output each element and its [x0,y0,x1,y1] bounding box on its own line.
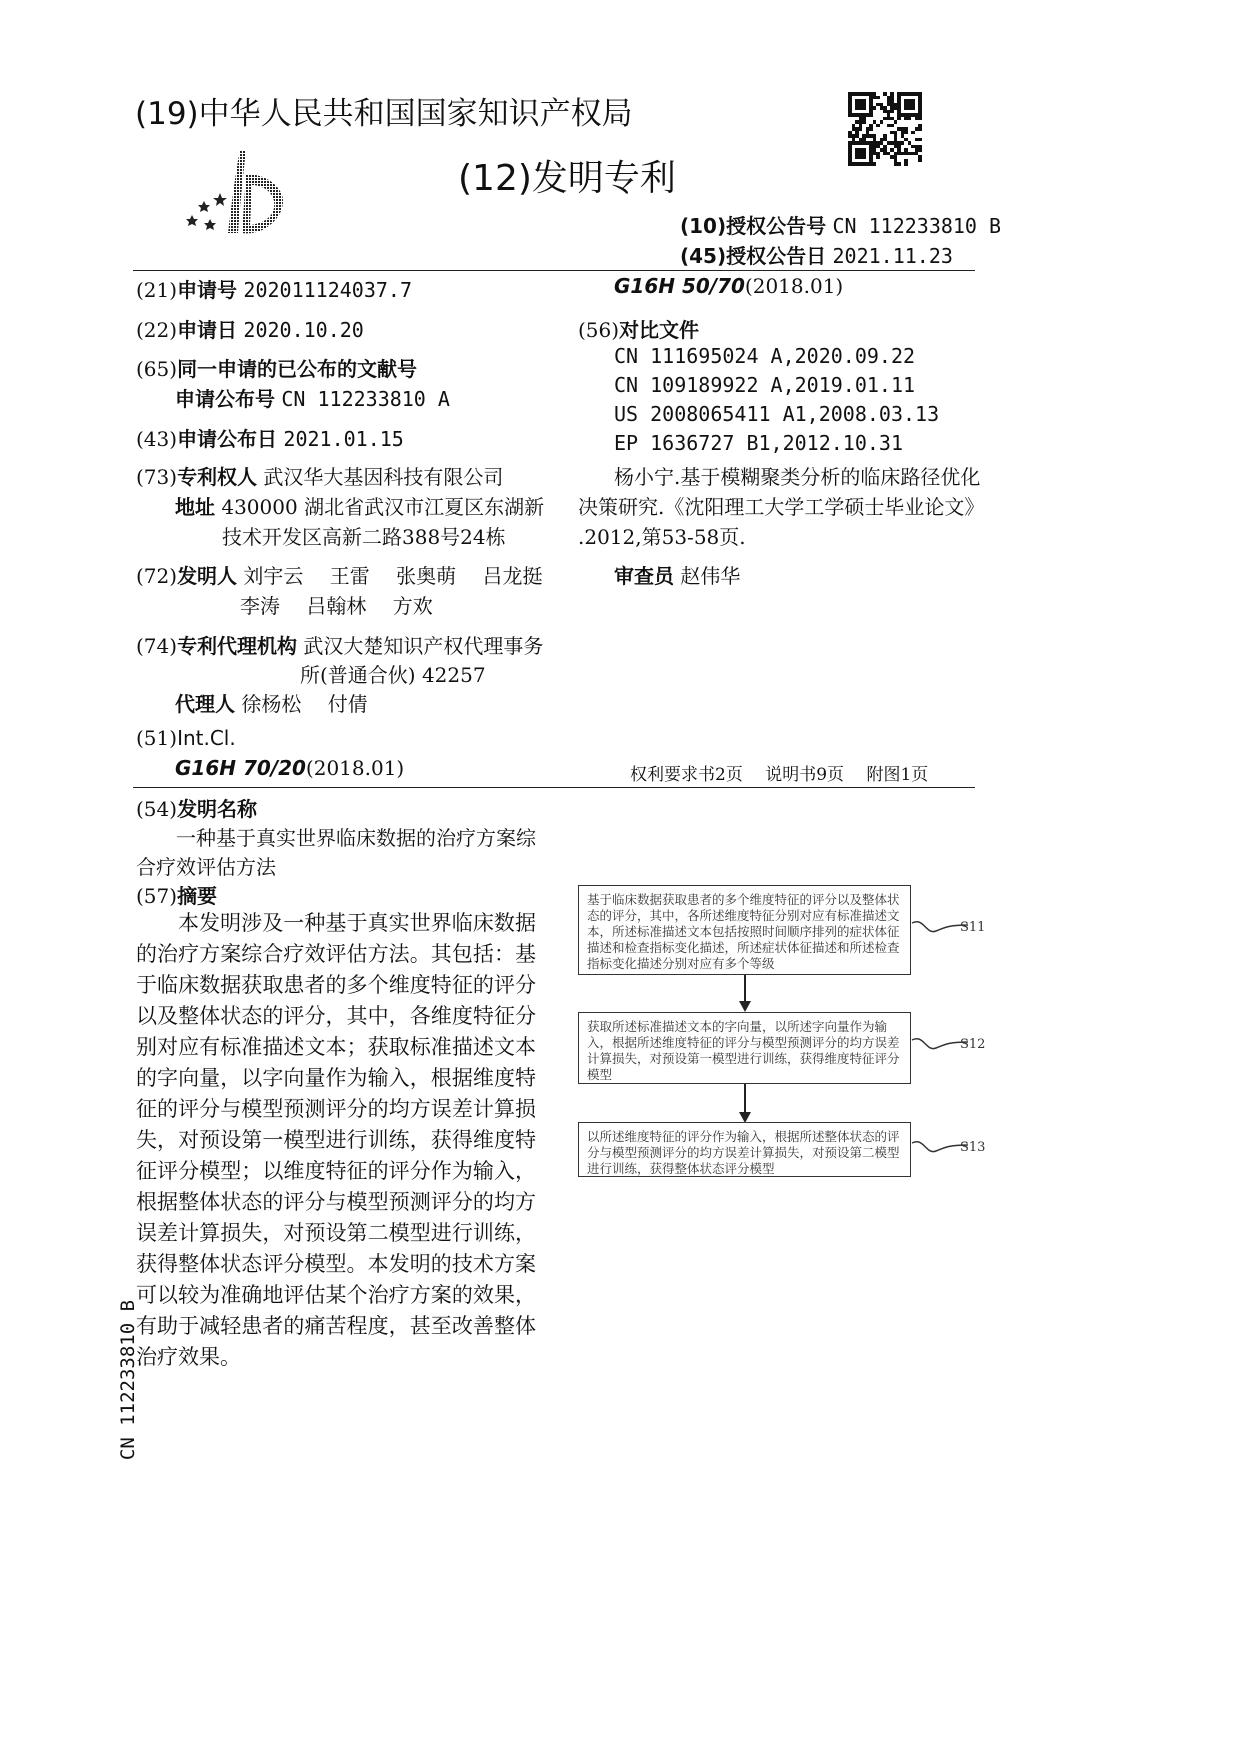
filing-date-value: 2020.10.20 [243,318,364,342]
ipc2-version: (2018.01) [744,274,844,298]
field-code: (22) [136,318,178,342]
flow-step-box: 以所述维度特征的评分作为输入，根据所述整体状态的评分与模型预测评分的均方误差计算损失，对预设第二模型进行训练，获得整体状态评分模型 [578,1122,911,1177]
app-pub-date-row [136,423,404,452]
office-name: (19)中华人民共和国国家知识产权局 [135,96,633,132]
patentee-row [136,461,503,490]
field-code: (65) [136,357,178,381]
app-pub-no-row [175,383,450,412]
field-code: (74) [136,634,178,658]
side-publication-number: CN 112233810 B [117,1299,139,1461]
inventors-row [136,560,543,589]
related-label: 同一申请的已公布的文献号 [177,357,418,381]
invention-title: 一种基于真实世界临床数据的治疗方案综合疗效评估方法 [136,826,536,879]
agency-line1: 武汉大楚知识产权代理事务 [303,634,544,658]
field-code: (21) [136,278,178,302]
agent-row [175,688,368,717]
grant-pub-no-label: (10)授权公告号 [680,214,827,238]
grant-pub-no: CN 112233810 B [832,214,1002,238]
agency-label: 专利代理机构 [177,634,298,658]
agent-value: 徐杨松 付倩 [241,692,368,716]
address-label: 地址 [175,495,215,519]
npl-line3: .2012,第53-58页. [578,525,746,549]
app-no-value: 202011124037.7 [243,278,412,302]
header-divider [133,270,975,271]
field-code: (54) [136,797,178,821]
reference-item: EP 1636727 B1,2012.10.31 [614,431,903,455]
related-row [136,353,417,382]
address-line2: 技术开发区高新二路388号24栋 [222,525,506,549]
title-label: 发明名称 [177,797,258,821]
app-pub-date-label: 申请公布日 [177,427,278,451]
field-code: (57) [136,884,178,908]
ipc2-row [614,274,843,298]
qr-code [848,92,922,166]
step-label: S12 [960,1037,986,1052]
flow-step-box: 基于临床数据获取患者的多个维度特征的评分以及整体状态的评分，其中，各所述维度特征分别对应有标准描述文本，所述标准描述文本包括按照时间顺序排列的症状体征描述和检查指标变化描述，所述症状体征描述和所述检查指标变化描述分别对应有多个等级 [578,885,911,975]
step-label: S11 [960,920,986,935]
examiner-value: 赵伟华 [680,564,741,588]
app-pub-date-value: 2021.01.15 [283,427,404,451]
abstract-header [136,880,217,909]
grant-pub-no-row [680,210,1001,239]
grant-date-row [680,240,953,269]
app-no-label: 申请号 [177,278,238,302]
ipc-label: Int.Cl. [177,726,236,750]
inventors-line1: 刘宇云 王雷 张奥萌 吕龙挺 [243,564,543,588]
reference-item: CN 111695024 A,2020.09.22 [614,344,916,368]
app-pub-no-value: CN 112233810 A [281,387,450,411]
page-counts: 权利要求书2页 说明书9页 附图1页 [630,765,929,785]
biblio-divider [133,787,975,788]
npl-line1: 杨小宁.基于模糊聚类分析的临床路径优化 [614,465,981,489]
ipc-class: G16H 70/20 [175,756,306,780]
document-kind: (12)发明专利 [458,158,676,199]
field-code: (72) [136,564,178,588]
ipc2-class: G16H 50/70 [614,274,745,298]
ipc-version: (2018.01) [305,756,405,780]
patentee-value: 武汉华大基因科技有限公司 [263,465,504,489]
npl-line2: 决策研究.《沈阳理工大学工学硕士毕业论文》 [578,495,985,519]
examiner-label: 审查员 [614,564,674,588]
inventors-line2: 李涛 吕翰林 方欢 [240,594,433,618]
title-header [136,793,257,822]
grant-date: 2021.11.23 [832,244,953,268]
step-label: S13 [960,1140,986,1155]
reference-item: CN 109189922 A,2019.01.11 [614,373,916,397]
field-code: (51) [136,726,178,750]
app-pub-no-label: 申请公布号 [175,387,275,411]
field-code: (73) [136,465,178,489]
address-row [175,491,544,520]
field-code: (43) [136,427,178,451]
grant-date-label: (45)授权公告日 [680,244,827,268]
filing-date-row [136,314,364,343]
ipc-class-row [175,756,404,780]
flow-arrow [738,1084,752,1124]
reference-item: US 2008065411 A1,2008.03.13 [614,402,940,426]
abstract-text: 本发明涉及一种基于真实世界临床数据的治疗方案综合疗效评估方法。其包括：基于临床数据获取患者的多个维度特征的评分以及整体状态的评分，其中，各维度特征分别对应有标准描述文本；获取标准描述文本的字向量，以字向量作为输入，根据维度特征的评分与模型预测评分的均方误差计算损失，对预设第一模型进行训练，获得维度特征评分模型；以维度特征的评分作为输入，根据整体状态的评分与模型预测评分的均方误差计算损失，对预设第二模型进行训练，获得整体状态评分模型。本发明的技术方案可以较为准确地评估某个治疗方案的效果，有助于减轻患者的痛苦程度，甚至改善整体治疗效果。 [136,911,536,1369]
inventors-label: 发明人 [177,564,238,588]
address-line1: 430000 湖北省武汉市江夏区东湖新 [221,495,545,519]
app-no-row [136,274,412,303]
abstract-label: 摘要 [177,884,218,908]
flow-arrow [738,975,752,1013]
agency-row [136,630,543,659]
flow-step-box: 获取所述标准描述文本的字向量，以所述字向量作为输入，根据所述维度特征的评分与模型预测评分的均方误差计算损失，对预设第一模型进行训练，获得维度特征评分模型 [578,1012,911,1084]
ipc-row [136,726,236,750]
references-header [578,314,699,343]
references-label: 对比文件 [619,318,700,342]
field-code: (56) [578,318,620,342]
patentee-label: 专利权人 [177,465,258,489]
examiner-row [614,560,740,589]
filing-date-label: 申请日 [177,318,238,342]
cnipa-emblem-icon [180,145,310,240]
agent-label: 代理人 [175,692,235,716]
agency-line2: 所(普通合伙) 42257 [300,663,486,687]
